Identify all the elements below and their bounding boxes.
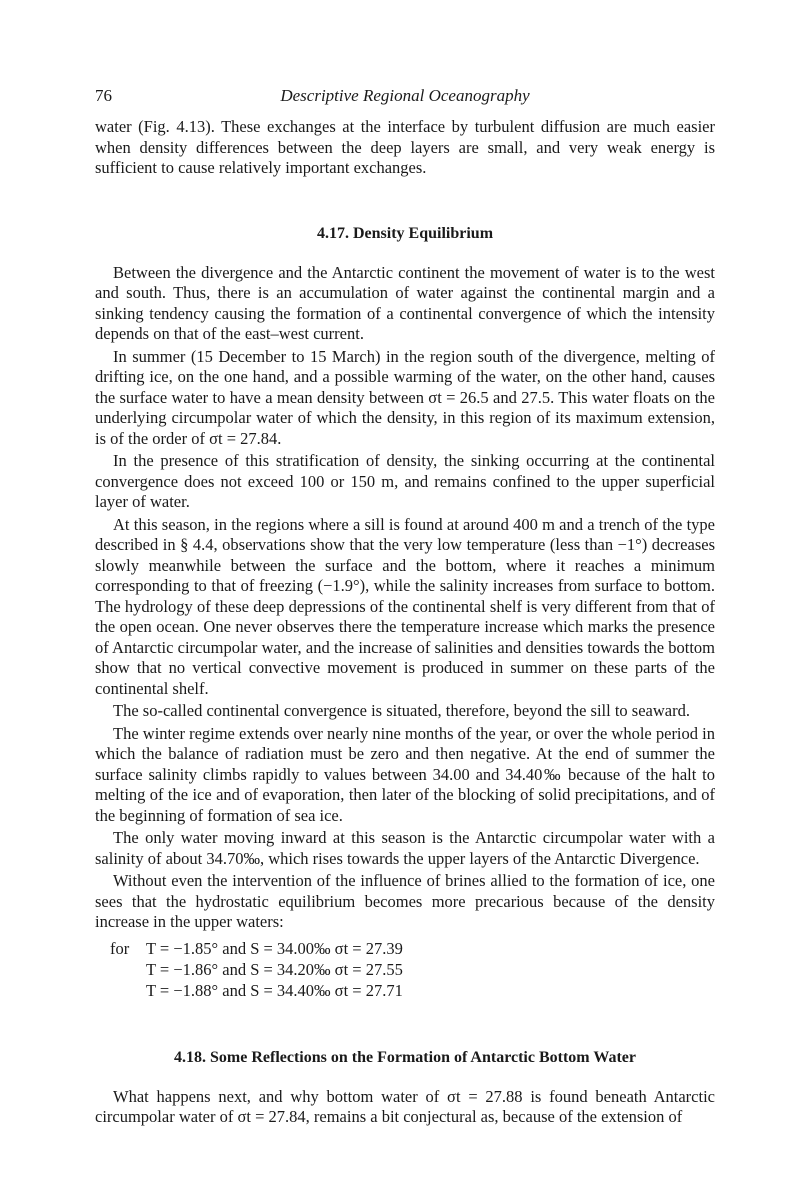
- paragraph: What happens next, and why bottom water of σt = 27.88 is found beneath Antarctic circumpolar water of σt = 27.84, remains a bit conjectural as, because of the extension of: [95, 1086, 715, 1126]
- paragraph: The only water moving inward at this season is the Antarctic circumpolar water with a salinity of about 34.70‰, which rises towards the upper layers of the Antarctic Divergence.: [95, 828, 715, 868]
- page-number: 76: [95, 86, 112, 105]
- formula: T = −1.88° and S = 34.40‰ σt = 27.71: [146, 980, 403, 1000]
- formula-row: [95, 960, 715, 981]
- formula-row: [95, 981, 715, 1002]
- paragraph: In the presence of this stratification of density, the sinking occurring at the continental convergence does not exceed 100 or 150 m, and remains confined to the upper superficial layer of water.: [95, 451, 715, 511]
- paragraph: Between the divergence and the Antarctic continent the movement of water is to the west and south. Thus, there is an accumulation of water against the continental margin and a sinking tendency causing the formation of a continental convergence of which the intensity depends on that of the east–west current.: [95, 262, 715, 343]
- formula: T = −1.85° and S = 34.00‰ σt = 27.39: [146, 938, 403, 958]
- paragraph: The winter regime extends over nearly nine months of the year, or over the whole period in which the balance of radiation must be zero and then negative. At the end of summer the surface salinity climbs rapidly to values between 34.00 and 34.40‰ because of the halt to melting of the ice and of evaporation, then later of the blocking of solid precipitations, and of the beginning of formation of sea ice.: [95, 723, 715, 825]
- page-body: [95, 117, 715, 1128]
- section-heading-4-17: 4.17. Density Equilibrium: [316, 224, 494, 242]
- formula-lead: for: [110, 938, 130, 958]
- running-head: [95, 86, 715, 108]
- paragraph: At this season, in the regions where a sill is found at around 400 m and a trench of the type described in § 4.4, observations show that the very low temperature (less than −1°) decreases slowly meanwhile between the surface and the bottom, where it reaches a minimum corresponding to that of freezing (−1.9°), while the salinity increases from surface to bottom. The hydrology of these deep depressions of the continental shelf is very different from that of the open ocean. One never observes there the temperature increase which marks the presence of Antarctic circumpolar water, and the increase of salinities and densities towards the bottom show that no vertical convective movement is produced in summer on these parts of the continental shelf.: [95, 514, 715, 698]
- formula-list: [95, 939, 715, 1002]
- paragraph-continued: water (Fig. 4.13). These exchanges at the interface by turbulent diffusion are much easier when density differences between the deep layers are small, and very weak energy is sufficient to cause relatively important exchanges.: [95, 117, 715, 177]
- paragraph: Without even the intervention of the influence of brines allied to the formation of ice, one sees that the hydrostatic equilibrium becomes more precarious because of the density increase in the upper waters:: [95, 871, 715, 931]
- paragraph: In summer (15 December to 15 March) in the region south of the divergence, melting of drifting ice, on the one hand, and a possible warming of the water, on the other hand, causes the surface water to have a mean density between σt = 26.5 and 27.5. This water floats on the underlying circumpolar water of which the density, in this region of its maximum extension, is of the order of σt = 27.84.: [95, 346, 715, 448]
- formula-row: [95, 939, 715, 960]
- running-title: Descriptive Regional Oceanography: [280, 86, 530, 105]
- section-heading-4-18: 4.18. Some Reflections on the Formation of Antarctic Bottom Water: [174, 1048, 636, 1066]
- formula: T = −1.86° and S = 34.20‰ σt = 27.55: [146, 959, 403, 979]
- paragraph: The so-called continental convergence is situated, therefore, beyond the sill to seaward.: [113, 701, 690, 720]
